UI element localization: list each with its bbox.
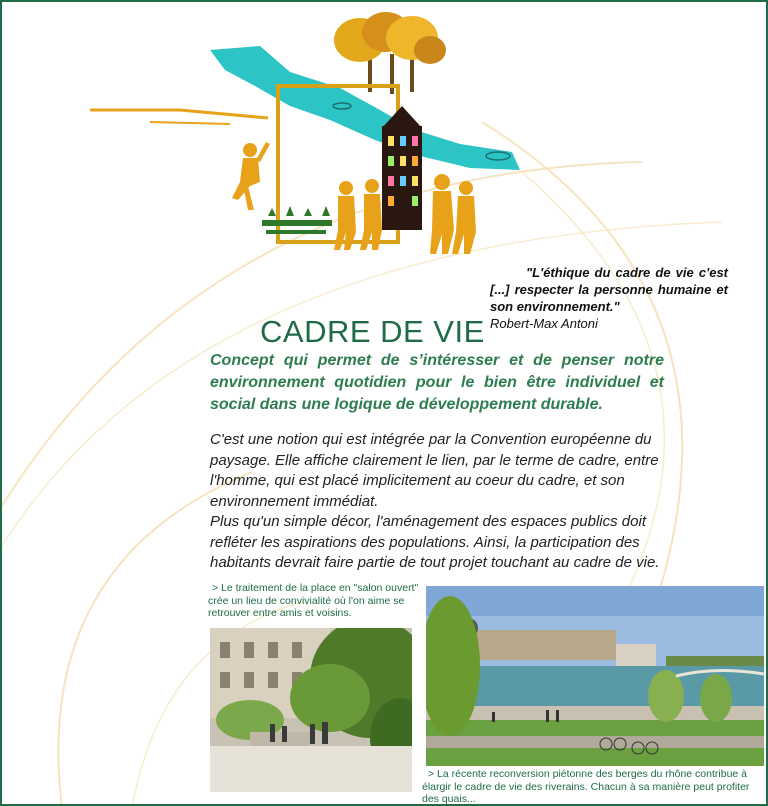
quote-author: Robert-Max Antoni	[490, 316, 598, 331]
lead-paragraph: Concept qui permet de s’intéresser et de penser notre environnement quotidien pour le bien être individuel et social dans une logique de développement durable.	[210, 352, 664, 413]
tree-cluster-icon	[334, 12, 446, 94]
photo-public-square	[210, 628, 412, 792]
page-title: CADRE DE VIE	[260, 314, 485, 349]
house-icon	[382, 106, 422, 230]
cadre-de-vie-illustration	[90, 10, 530, 260]
photo-riverbanks	[426, 586, 764, 766]
caption-berges: > La récente reconversion piétonne des berges du rhône contribue à élargir le cadre de vie des riverains. Chacun à sa manière peut profiter des quais...	[422, 768, 750, 805]
quote-text: "L'éthique du cadre de vie c'est [...] respecter la personne humaine et son environnement."	[490, 265, 728, 314]
caption-place: > Le traitement de la place en "salon ouvert" crée un lieu de convivialité où l'on aime se retrouver entre amis et voisins.	[208, 582, 419, 619]
body-paragraph-1: C'est une notion qui est intégrée par la Convention européenne du paysage. Elle affiche clairement le lien, par le terme de cadre, entre l'homme, qui est placé implicitement au coeur du cadre, et son environnement immédiat.	[210, 431, 659, 510]
epigraph-quote	[490, 264, 728, 332]
child-figure-icon	[232, 142, 270, 210]
body-paragraph-2: Plus qu'un simple décor, l'aménagement des espaces publics doit refléter les aspirations des populations. Ainsi, la participation des habitants devrait faire partie de tout projet touchant au cadre de vie.	[210, 513, 660, 571]
grass-icon	[262, 206, 332, 234]
